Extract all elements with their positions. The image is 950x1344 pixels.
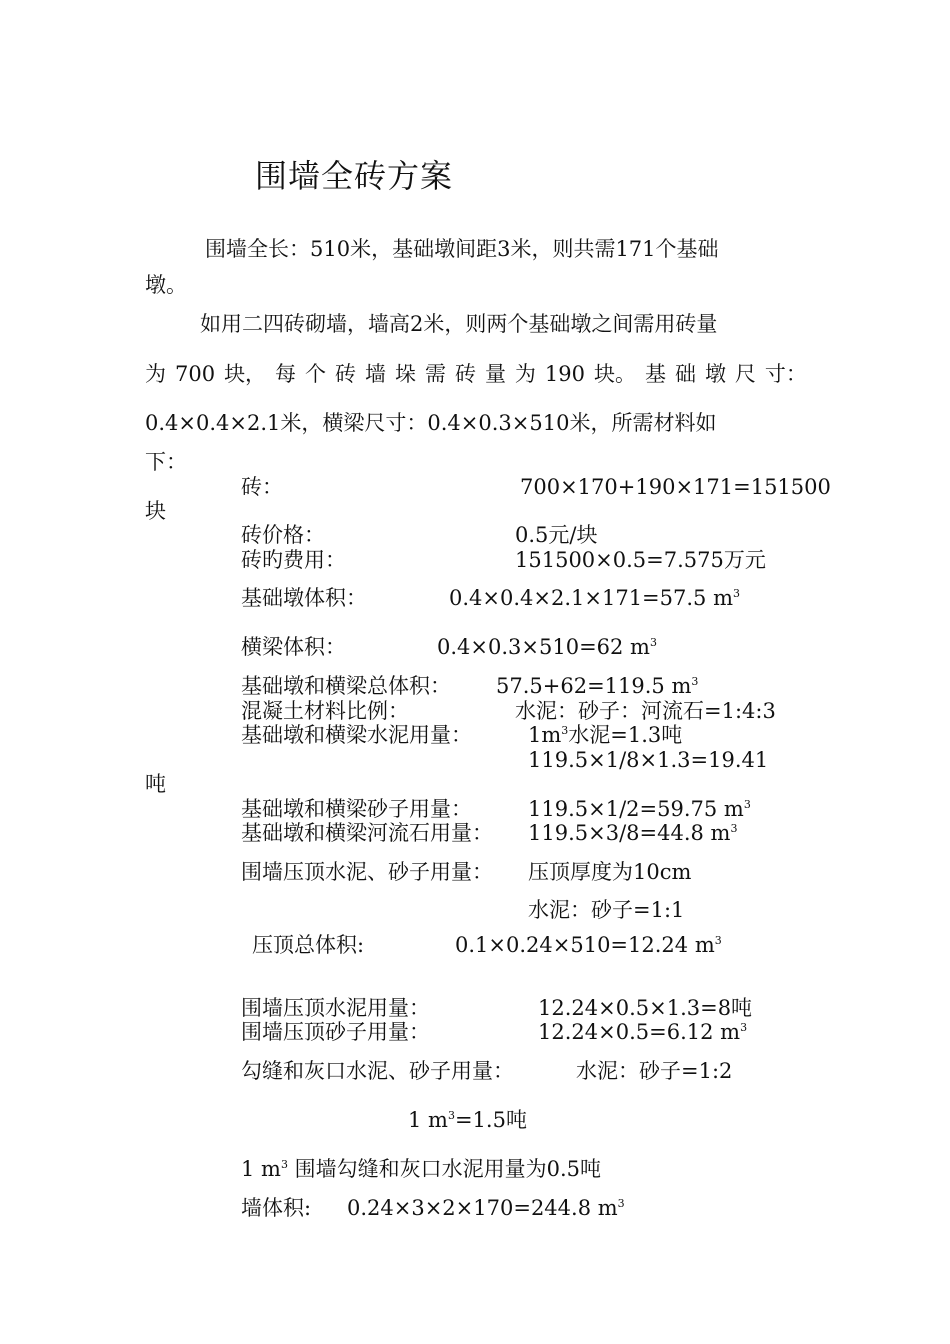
- cement-value-2: 119.5×1/8×1.3=19.41: [528, 748, 769, 772]
- superscript: 3: [730, 822, 738, 835]
- joint-conversion: [408, 1107, 527, 1133]
- joint-ratio: 水泥：砂子=1:2: [576, 1059, 733, 1083]
- superscript: 3: [617, 1197, 625, 1210]
- text-run: 个: [305, 362, 327, 386]
- mix-ratio-label: 混凝土材料比例：: [241, 699, 409, 723]
- brick-cost-value: 151500×0.5=7.575万元: [515, 548, 766, 572]
- value-text: 12.24×0.5=6.12 m: [538, 1020, 741, 1044]
- intro-paragraph-2-line-3: 0.4×0.4×2.1米，横梁尺寸：0.4×0.3×510米，所需材料如: [145, 411, 717, 435]
- superscript: 3: [714, 934, 722, 947]
- text-run: 寸：: [764, 362, 807, 386]
- mix-ratio-value: 水泥：砂子：河流石=1:4:3: [515, 699, 776, 723]
- total-volume-label: 基础墩和横梁总体积：: [241, 674, 451, 698]
- superscript: 3: [447, 1109, 455, 1122]
- value-text: 119.5×3/8=44.8 m: [528, 821, 731, 845]
- value-text: =1.5吨: [454, 1108, 527, 1132]
- text-run: 基: [644, 362, 666, 386]
- coping-volume-value: [455, 932, 722, 958]
- intro-paragraph-2-line-2: [145, 361, 807, 387]
- value-text: 57.5+62=119.5 m: [496, 674, 692, 698]
- text-run: 块。: [593, 362, 636, 386]
- value-text: 水泥=1.3吨: [568, 723, 683, 747]
- text-run: 砖: [454, 362, 476, 386]
- value-text: 0.4×0.4×2.1×171=57.5 m: [449, 586, 734, 610]
- superscript: 3: [733, 587, 741, 600]
- text-run: 墩: [704, 362, 726, 386]
- wall-volume-value: [347, 1195, 625, 1221]
- total-volume-value: [496, 673, 698, 699]
- text-run: 为: [514, 362, 536, 386]
- value-text: 0.1×0.24×510=12.24 m: [455, 933, 715, 957]
- superscript: 3: [280, 1158, 288, 1171]
- superscript: 3: [561, 724, 569, 737]
- intro-paragraph-2-line-1: 如用二四砖砌墙，墙高2米，则两个基础墩之间需用砖量: [200, 312, 718, 336]
- superscript: 3: [740, 1021, 748, 1034]
- coping-label: 围墙压顶水泥、砂子用量：: [241, 860, 493, 884]
- superscript: 3: [649, 636, 657, 649]
- brick-cost-label: 砖旳费用：: [241, 548, 346, 572]
- sand-value: [528, 796, 751, 822]
- cement-label: 基础墩和横梁水泥用量：: [241, 723, 472, 747]
- value-text: 0.4×0.3×510=62 m: [437, 635, 650, 659]
- brick-price-value: 0.5元/块: [515, 523, 598, 547]
- intro-paragraph-1-line-1: 围墙全长：510米，基础墩间距3米，则共需171个基础: [205, 237, 719, 261]
- stone-label: 基础墩和横梁河流石用量：: [241, 821, 493, 845]
- value-text: 1 m: [241, 1157, 281, 1181]
- intro-paragraph-2-line-4: 下：: [145, 450, 187, 474]
- sand-label: 基础墩和横梁砂子用量：: [241, 797, 472, 821]
- cement-unit: 吨: [145, 772, 166, 796]
- value-text: 0.24×3×2×170=244.8 m: [347, 1196, 618, 1220]
- superscript: 3: [743, 798, 751, 811]
- value-text: 119.5×1/2=59.75 m: [528, 797, 744, 821]
- coping-volume-label: 压顶总体积:: [252, 933, 365, 957]
- text-run: 尺: [734, 362, 756, 386]
- text-run: 础: [674, 362, 696, 386]
- text-run: 砖: [335, 362, 357, 386]
- text-run: 每: [275, 362, 297, 386]
- page-title: 围墙全砖方案: [255, 157, 454, 195]
- joint-cement-note: [241, 1156, 601, 1182]
- coping-sand-label: 围墙压顶砂子用量：: [241, 1020, 430, 1044]
- stone-value: [528, 820, 737, 846]
- value-text: 1m: [528, 723, 562, 747]
- beam-volume-value: [437, 634, 657, 660]
- brick-label: 砖：: [241, 475, 283, 499]
- text-run: 190: [544, 362, 585, 386]
- coping-value: 压顶厚度为10cm: [528, 860, 692, 884]
- brick-price-label: 砖价格：: [241, 523, 325, 547]
- text-run: 墙: [365, 362, 386, 386]
- beam-volume-label: 横梁体积：: [241, 635, 346, 659]
- value-text: 1 m: [408, 1108, 448, 1132]
- value-text: 围墙勾缝和灰口水泥用量为0.5吨: [287, 1157, 602, 1181]
- coping-cement-label: 围墙压顶水泥用量：: [241, 996, 430, 1020]
- wall-volume-label: 墙体积:: [241, 1196, 312, 1220]
- coping-sand-value: [538, 1019, 747, 1045]
- pier-volume-value: [449, 585, 740, 611]
- cement-value-1: [528, 722, 682, 748]
- joint-label: 勾缝和灰口水泥、砂子用量：: [241, 1059, 514, 1083]
- text-run: 块，: [224, 362, 267, 386]
- text-run: 量: [484, 362, 506, 386]
- intro-paragraph-1-line-2: 墩。: [145, 273, 187, 297]
- brick-unit: 块: [145, 499, 166, 523]
- coping-ratio: 水泥：砂子=1:1: [528, 898, 685, 922]
- superscript: 3: [691, 675, 699, 688]
- text-run: 垛: [394, 362, 416, 386]
- brick-value: 700×170+190×171=151500: [520, 475, 831, 499]
- coping-cement-value: 12.24×0.5×1.3=8吨: [538, 996, 753, 1020]
- text-run: 700: [174, 362, 216, 386]
- text-run: 需: [424, 362, 446, 386]
- pier-volume-label: 基础墩体积：: [241, 586, 367, 610]
- text-run: 为: [145, 362, 166, 386]
